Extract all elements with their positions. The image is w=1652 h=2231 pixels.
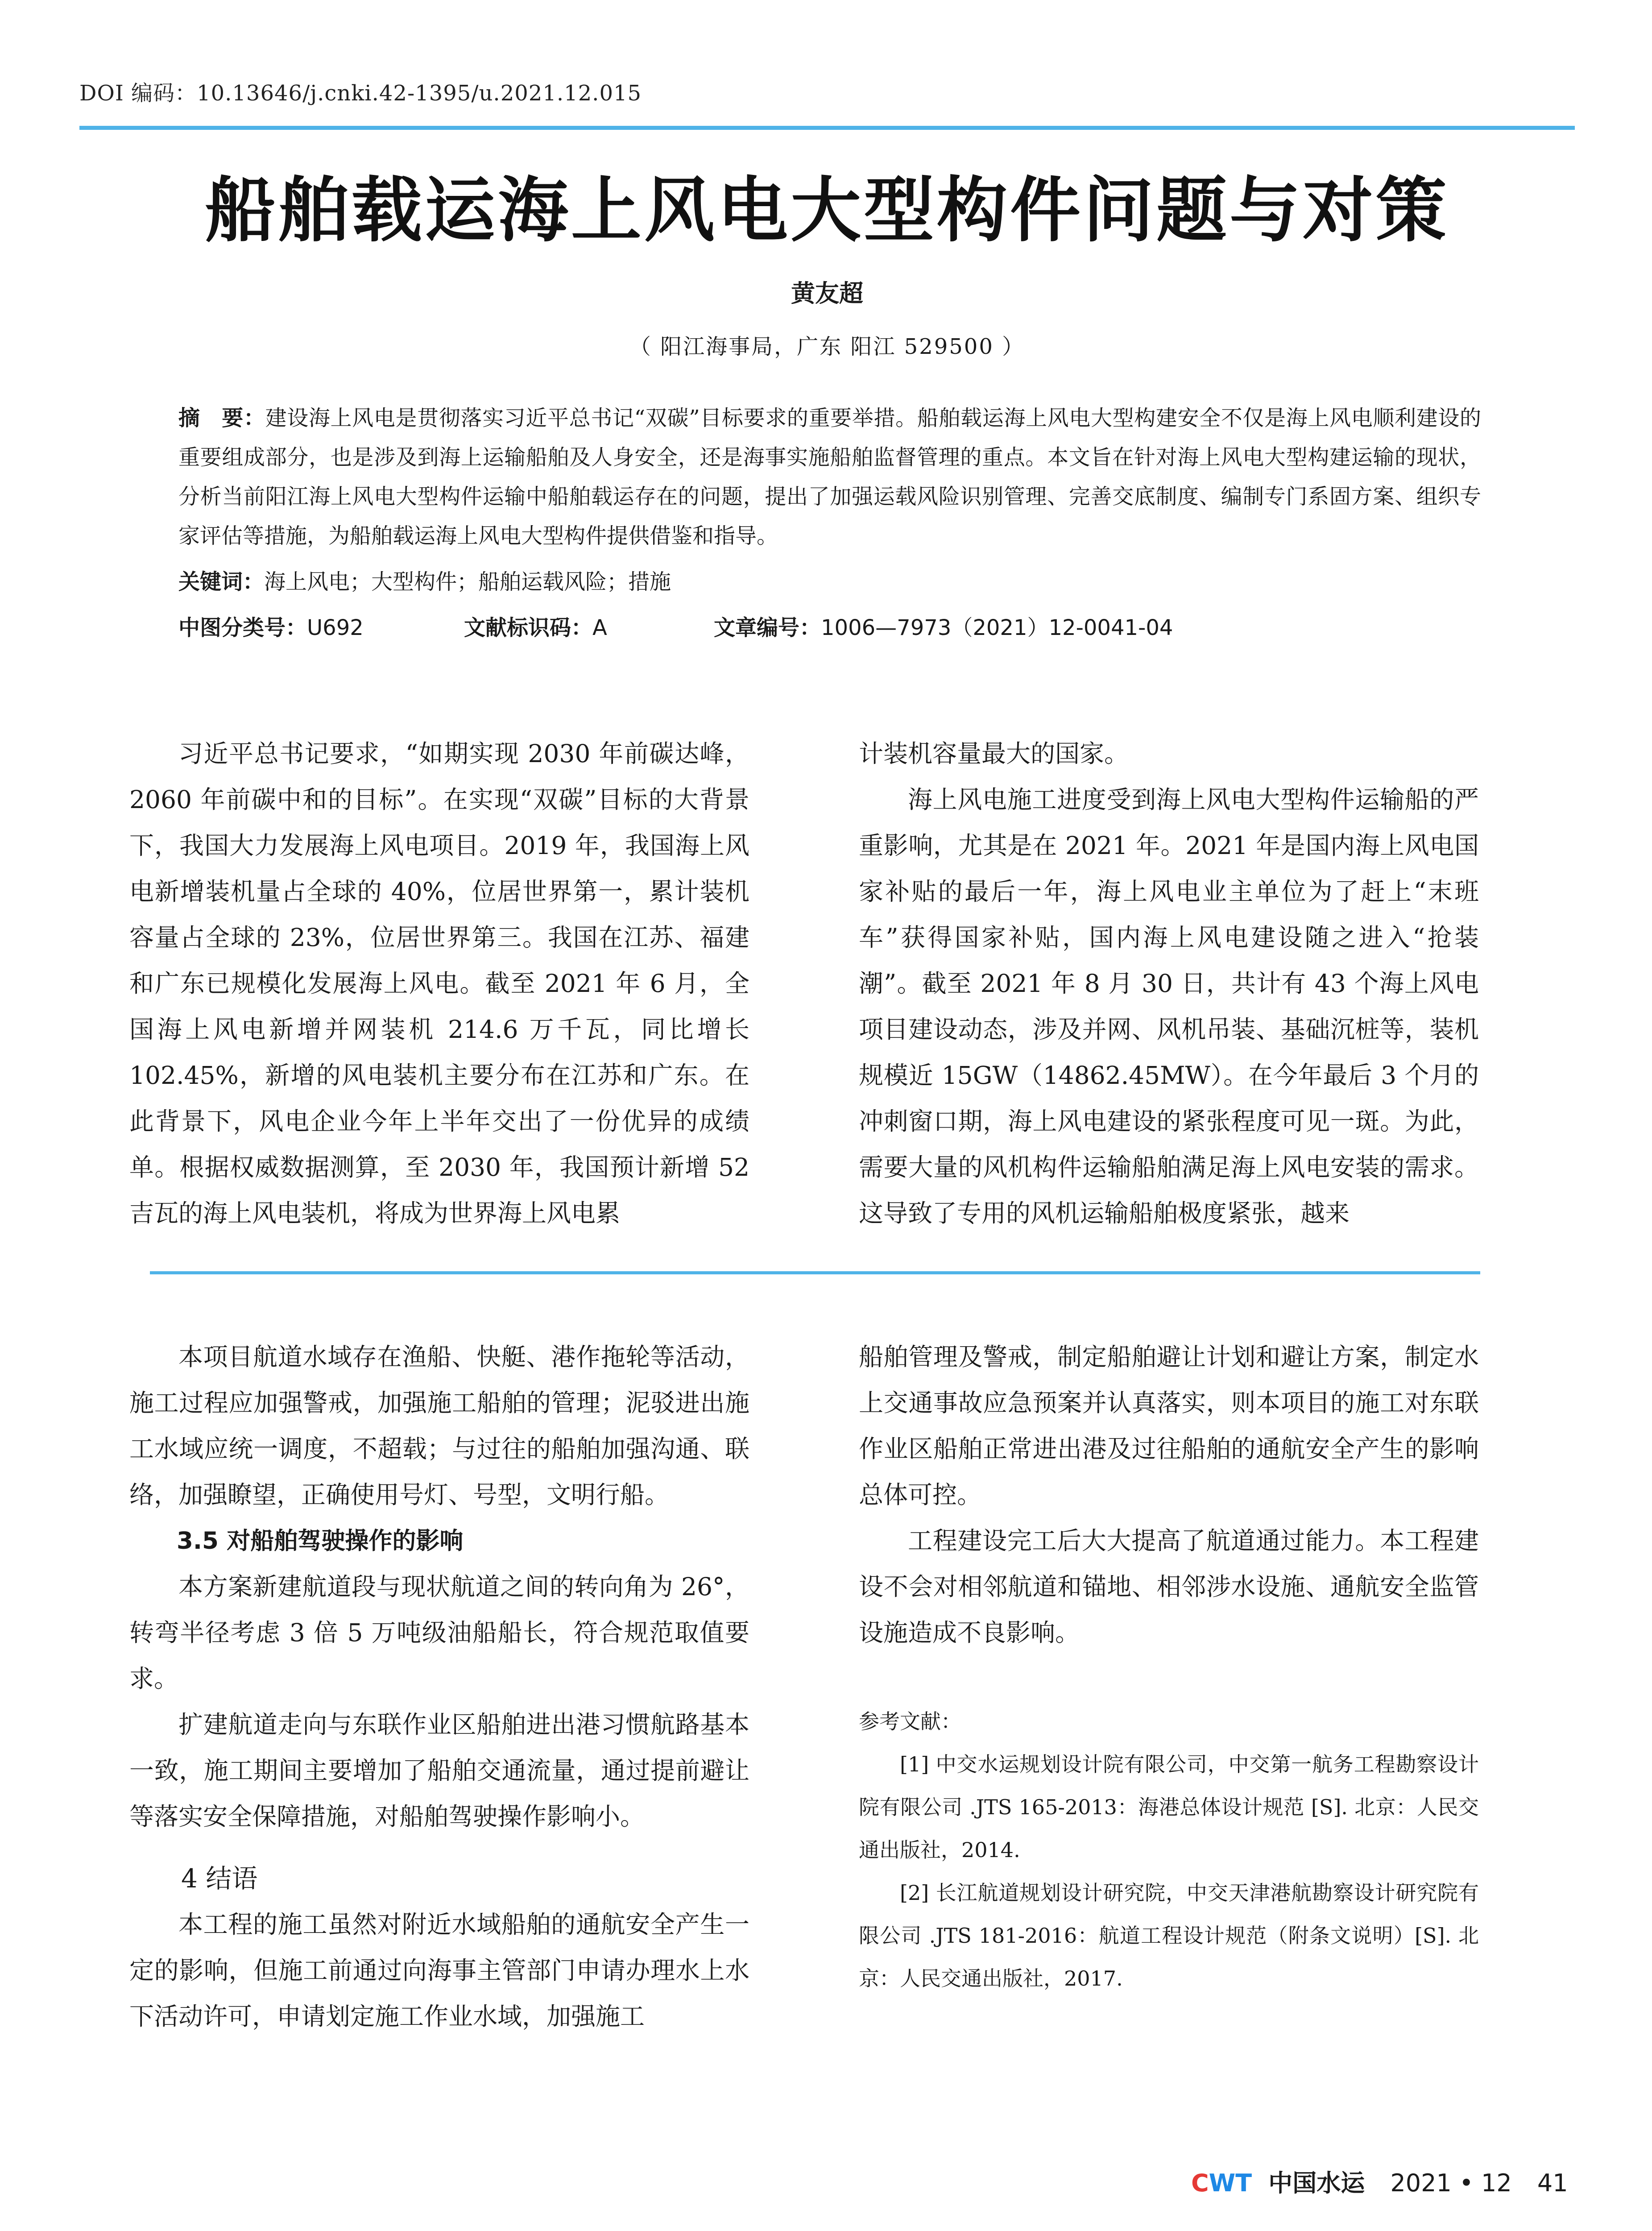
- article-number: [714, 610, 1173, 641]
- page-footer: [1191, 2164, 1568, 2198]
- references: [859, 1700, 1479, 2000]
- journal-logo-c: C: [1191, 2169, 1209, 2197]
- paragraph: 海上风电施工进度受到海上风电大型构件运输船的严重影响，尤其是在 2021 年。2021 年是国内海上风电国家补贴的最后一年，海上风电业主单位为了赶上“末班车”获得国家补贴，国内海上风电建设随之进入“抢装潮”。截至 2021 年 8 月 30 日，共计有 43 个海上风电项目建设动态，涉及并网、风机吊装、基础沉桩等，装机规模近 15GW（14862.45MW）。在今年最后 3 个月的冲刺窗口期，海上风电建设的紧张程度可见一斑。为此，需要大量的风机构件运输船舶满足海上风电安装的需求。这导致了专用的风机运输船舶极度紧张，越来: [859, 785, 1479, 1227]
- references-title: 参考文献：: [859, 1709, 961, 1733]
- document-code: [464, 610, 607, 641]
- paragraph: 本工程的施工虽然对附近水域船舶的通航安全产生一定的影响，但施工前通过向海事主管部门申请办理水上水下活动许可，申请划定施工作业水域，加强施工: [129, 1910, 749, 2031]
- keywords-text: 海上风电；大型构件；船舶运载风险；措施: [264, 569, 671, 594]
- paragraph: 扩建航道走向与东联作业区船舶进出港习惯航路基本一致，施工期间主要增加了船舶交通流量，通过提前避让等落实安全保障措施，对船舶驾驶操作影响小。: [129, 1710, 749, 1831]
- paragraph: 本项目航道水域存在渔船、快艇、港作拖轮等活动，施工过程应加强警戒，加强施工船舶的管理；泥驳进出施工水域应统一调度，不超载；与过往的船舶加强沟通、联络，加强瞭望，正确使用号灯、号型，文明行船。: [129, 1343, 749, 1509]
- abstract-label: 摘 要：: [178, 406, 265, 431]
- reference-item: [2] 长江航道规划设计研究院，中交天津港航勘察设计研究院有限公司 .JTS 181-2016：航道工程设计规范（附条文说明）[S]. 北京：人民交通出版社，2017.: [859, 1881, 1479, 1990]
- reference-item: [1] 中交水运规划设计院有限公司，中交第一航务工程勘察设计院有限公司 .JTS 165-2013：海港总体设计规范 [S]. 北京：人民交通出版社，2014.: [859, 1752, 1479, 1862]
- affiliation: （ 阳江海事局，广东 阳江 529500 ）: [629, 334, 1025, 359]
- keywords: [178, 564, 1481, 595]
- page-number: 41: [1537, 2169, 1568, 2197]
- paragraph-continued: 计装机容量最大的国家。: [859, 739, 1129, 768]
- paragraph: 本方案新建航道段与现状航道之间的转向角为 26°，转弯半径考虑 3 倍 5 万吨级油船船长，符合规范取值要求。: [129, 1572, 749, 1693]
- author: 黄友超: [791, 279, 863, 307]
- lower-column-right: [859, 1334, 1479, 1656]
- upper-column-left: [129, 731, 749, 1236]
- doc-value: A: [592, 615, 607, 640]
- article-title: 船舶载运海上风电大型构件问题与对策: [205, 170, 1449, 252]
- top-rule: [79, 126, 1575, 130]
- doi-line: DOI 编码：10.13646/j.cnki.42-1395/u.2021.12.015: [79, 81, 642, 106]
- paragraph: 工程建设完工后大大提高了航道通过能力。本工程建设不会对相邻航道和锚地、相邻涉水设施、通航安全监管设施造成不良影响。: [859, 1526, 1479, 1647]
- abstract: [178, 398, 1481, 556]
- lower-column-left: [129, 1334, 749, 2040]
- middle-rule: [150, 1271, 1480, 1274]
- clc-label: 中图分类号：: [178, 615, 307, 640]
- publication-name: 中国水运: [1268, 2169, 1365, 2197]
- clc-number: [178, 610, 364, 641]
- issue: 2021 • 12: [1390, 2169, 1512, 2197]
- abstract-text: 建设海上风电是贯彻落实习近平总书记“双碳”目标要求的重要举措。船舶载运海上风电大型构建安全不仅是海上风电顺利建设的重要组成部分，也是涉及到海上运输船舶及人身安全，还是海事实施船舶监督管理的重点。本文旨在针对海上风电大型构建运输的现状，分析当前阳江海上风电大型构件运输中船舶载运存在的问题，提出了加强运载风险识别管理、完善交底制度、编制专门系固方案、组织专家评估等措施，为船舶载运海上风电大型构件提供借鉴和指导。: [178, 406, 1481, 548]
- journal-logo-wt: WT: [1209, 2169, 1252, 2197]
- section-heading-3-5: 3.5 对船舶驾驶操作的影响: [177, 1527, 464, 1555]
- art-label: 文章编号：: [714, 615, 821, 640]
- doc-label: 文献标识码：: [464, 615, 593, 640]
- section-heading-4: 4 结语: [181, 1863, 258, 1894]
- paragraph-continued: 船舶管理及警戒，制定船舶避让计划和避让方案，制定水上交通事故应急预案并认真落实，则本项目的施工对东联作业区船舶正常进出港及过往船舶的通航安全产生的影响总体可控。: [859, 1343, 1479, 1509]
- keywords-label: 关键词：: [178, 569, 265, 594]
- upper-column-right: [859, 731, 1479, 1236]
- art-value: 1006—7973（2021）12-0041-04: [821, 615, 1173, 640]
- paragraph: 习近平总书记要求，“如期实现 2030 年前碳达峰，2060 年前碳中和的目标”。在实现“双碳”目标的大背景下，我国大力发展海上风电项目。2019 年，我国海上风电新增装机量占全球的 40%，位居世界第一，累计装机容量占全球的 23%，位居世界第三。我国在江苏、福建和广东已规模化发展海上风电。截至 2021 年 6 月，全国海上风电新增并网装机 214.6 万千瓦，同比增长 102.45%，新增的风电装机主要分布在江苏和广东。在此背景下，风电企业今年上半年交出了一份优异的成绩单。根据权威数据测算，至 2030 年，我国预计新增 52 吉瓦的海上风电装机，将成为世界海上风电累: [129, 739, 749, 1227]
- clc-value: U692: [307, 615, 364, 640]
